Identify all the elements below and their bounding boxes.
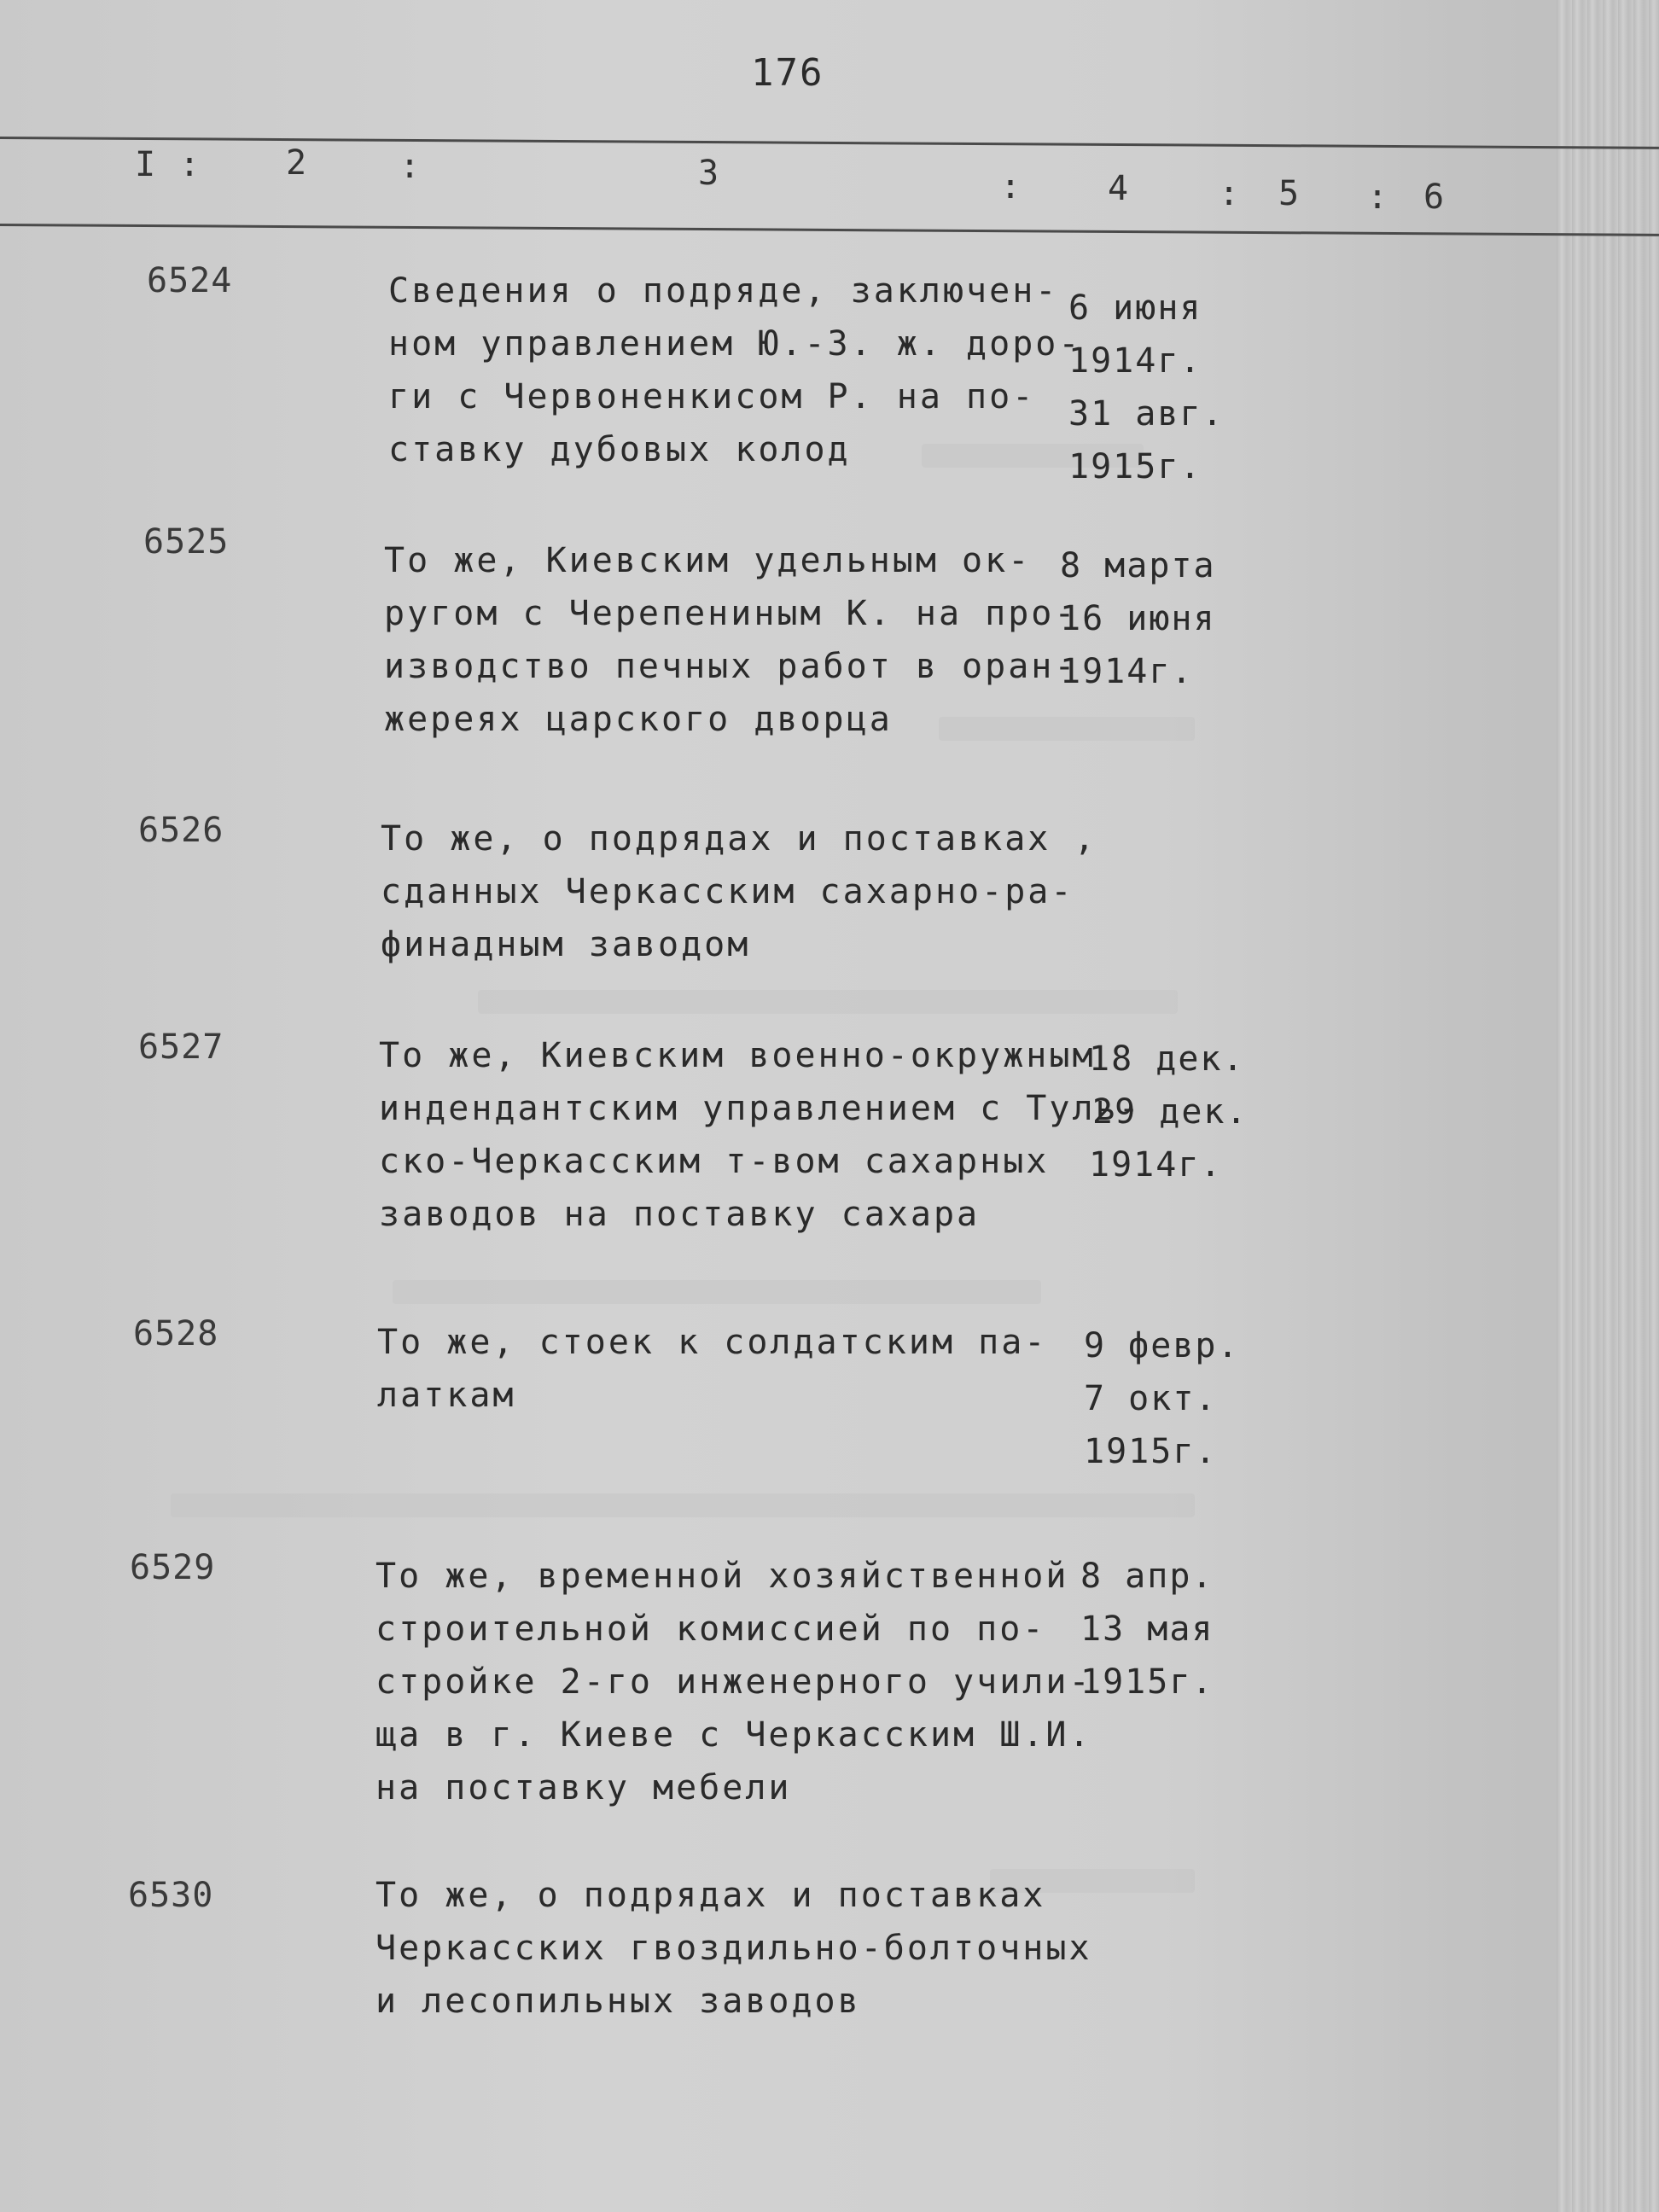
table-header-top-rule [0,137,1659,149]
record-title [375,1550,1092,1814]
record-date-line: 6 июня [1068,288,1202,328]
record-title-line: жереях царского дворца [384,700,893,739]
record-title [381,812,1097,971]
record-title-line: изводство печных работ в оран- [384,647,1078,686]
record-title [375,1869,1092,2028]
record-title-line: Сведения о подряде, заключен- [388,271,1059,311]
record-title-line: и лесопильных заводов [375,1982,861,2021]
bleed-through-shadow [393,1280,1041,1304]
record-title-line: сданных Черкасским сахарно-ра- [381,872,1074,911]
record-number: 6528 [133,1314,219,1353]
record-title-line: ско-Черкасским т-вом сахарных [379,1142,1050,1181]
record-title-line: ругом с Черепениным К. на про- [384,594,1078,633]
record-title-line: стройке 2-го инженерного учили- [375,1662,1092,1702]
record-title-line: ги с Червоненкисом Р. на по- [388,377,1036,416]
record-date-line: 16 июня [1060,599,1216,638]
column-header-2: 2 [286,143,307,183]
record-date-line: 1914г. [1068,341,1202,381]
record-title-line: То же, стоек к солдатским па- [377,1323,1048,1362]
record-date-line: 8 марта [1060,546,1216,585]
record-title-line: финадным заводом [381,925,751,964]
record-title-line: То же, о подрядах и поставках [375,1876,1046,1915]
record-title-line: То же, временной хозяйственной [375,1557,1069,1596]
record-title-line: Черкасских гвоздильно-болточных [375,1929,1092,1968]
column-header-1: I [135,145,156,184]
table-header-bottom-rule [0,224,1659,236]
record-date-line: 1914г. [1060,652,1194,691]
record-date-line: 18 дек. [1089,1039,1245,1079]
column-separator: : [1000,167,1022,207]
record-title-line: ща в г. Киеве с Черкасским Ш.И. [375,1715,1092,1755]
record-title [379,1029,1142,1241]
record-date-line: 7 окт. [1084,1379,1218,1418]
record-number: 6524 [147,261,233,300]
record-number: 6530 [128,1876,214,1915]
record-title-line: индендантским управлением с Туль- [379,1089,1142,1128]
record-date-line: 29 дек. [1092,1092,1249,1132]
record-date-line: 1915г. [1084,1432,1218,1471]
page-stack-edge [1557,0,1659,2212]
column-separator: : [179,145,201,184]
column-header-6: 6 [1423,178,1445,217]
column-separator: : [399,147,421,186]
column-header-3: 3 [698,154,719,193]
record-date-line: 1915г. [1068,447,1202,486]
record-title-line: заводов на поставку сахара [379,1195,981,1234]
bleed-through-shadow [171,1493,1195,1517]
record-title-line: на поставку мебели [375,1768,792,1807]
column-header-5: 5 [1278,174,1300,213]
bleed-through-shadow [478,990,1178,1014]
record-number: 6526 [138,811,224,850]
record-date-line: 13 мая [1080,1610,1214,1649]
record-number: 6529 [130,1548,216,1587]
record-date-line: 31 авг. [1068,394,1225,434]
record-title-line: ном управлением Ю.-З. ж. доро- [388,324,1082,364]
record-title-line: То же, Киевским удельным ок- [384,541,1032,580]
record-dates [1068,282,1225,493]
record-title [384,534,1077,746]
page-number: 176 [751,51,824,95]
record-title-line: строительной комиссией по по- [375,1610,1046,1649]
record-title-line: То же, о подрядах и поставках , [381,819,1097,859]
record-title-line: То же, Киевским военно-окружным [379,1036,1096,1075]
column-separator: : [1219,174,1240,213]
record-date-line: 1914г. [1089,1145,1223,1185]
record-date-line: 8 апр. [1080,1557,1214,1596]
record-date-line: 9 февр. [1084,1326,1240,1365]
record-title [388,265,1081,476]
record-dates [1089,1033,1249,1191]
record-title-line: латкам [377,1376,516,1415]
record-dates [1080,1550,1214,1708]
record-title-line: ставку дубовых колод [388,430,851,469]
record-dates [1084,1319,1240,1478]
record-number: 6525 [143,522,230,562]
record-title [377,1316,1047,1422]
record-dates [1060,539,1216,698]
column-separator: : [1367,178,1388,217]
record-number: 6527 [138,1027,224,1067]
column-header-4: 4 [1108,169,1129,208]
record-date-line: 1915г. [1080,1662,1214,1702]
